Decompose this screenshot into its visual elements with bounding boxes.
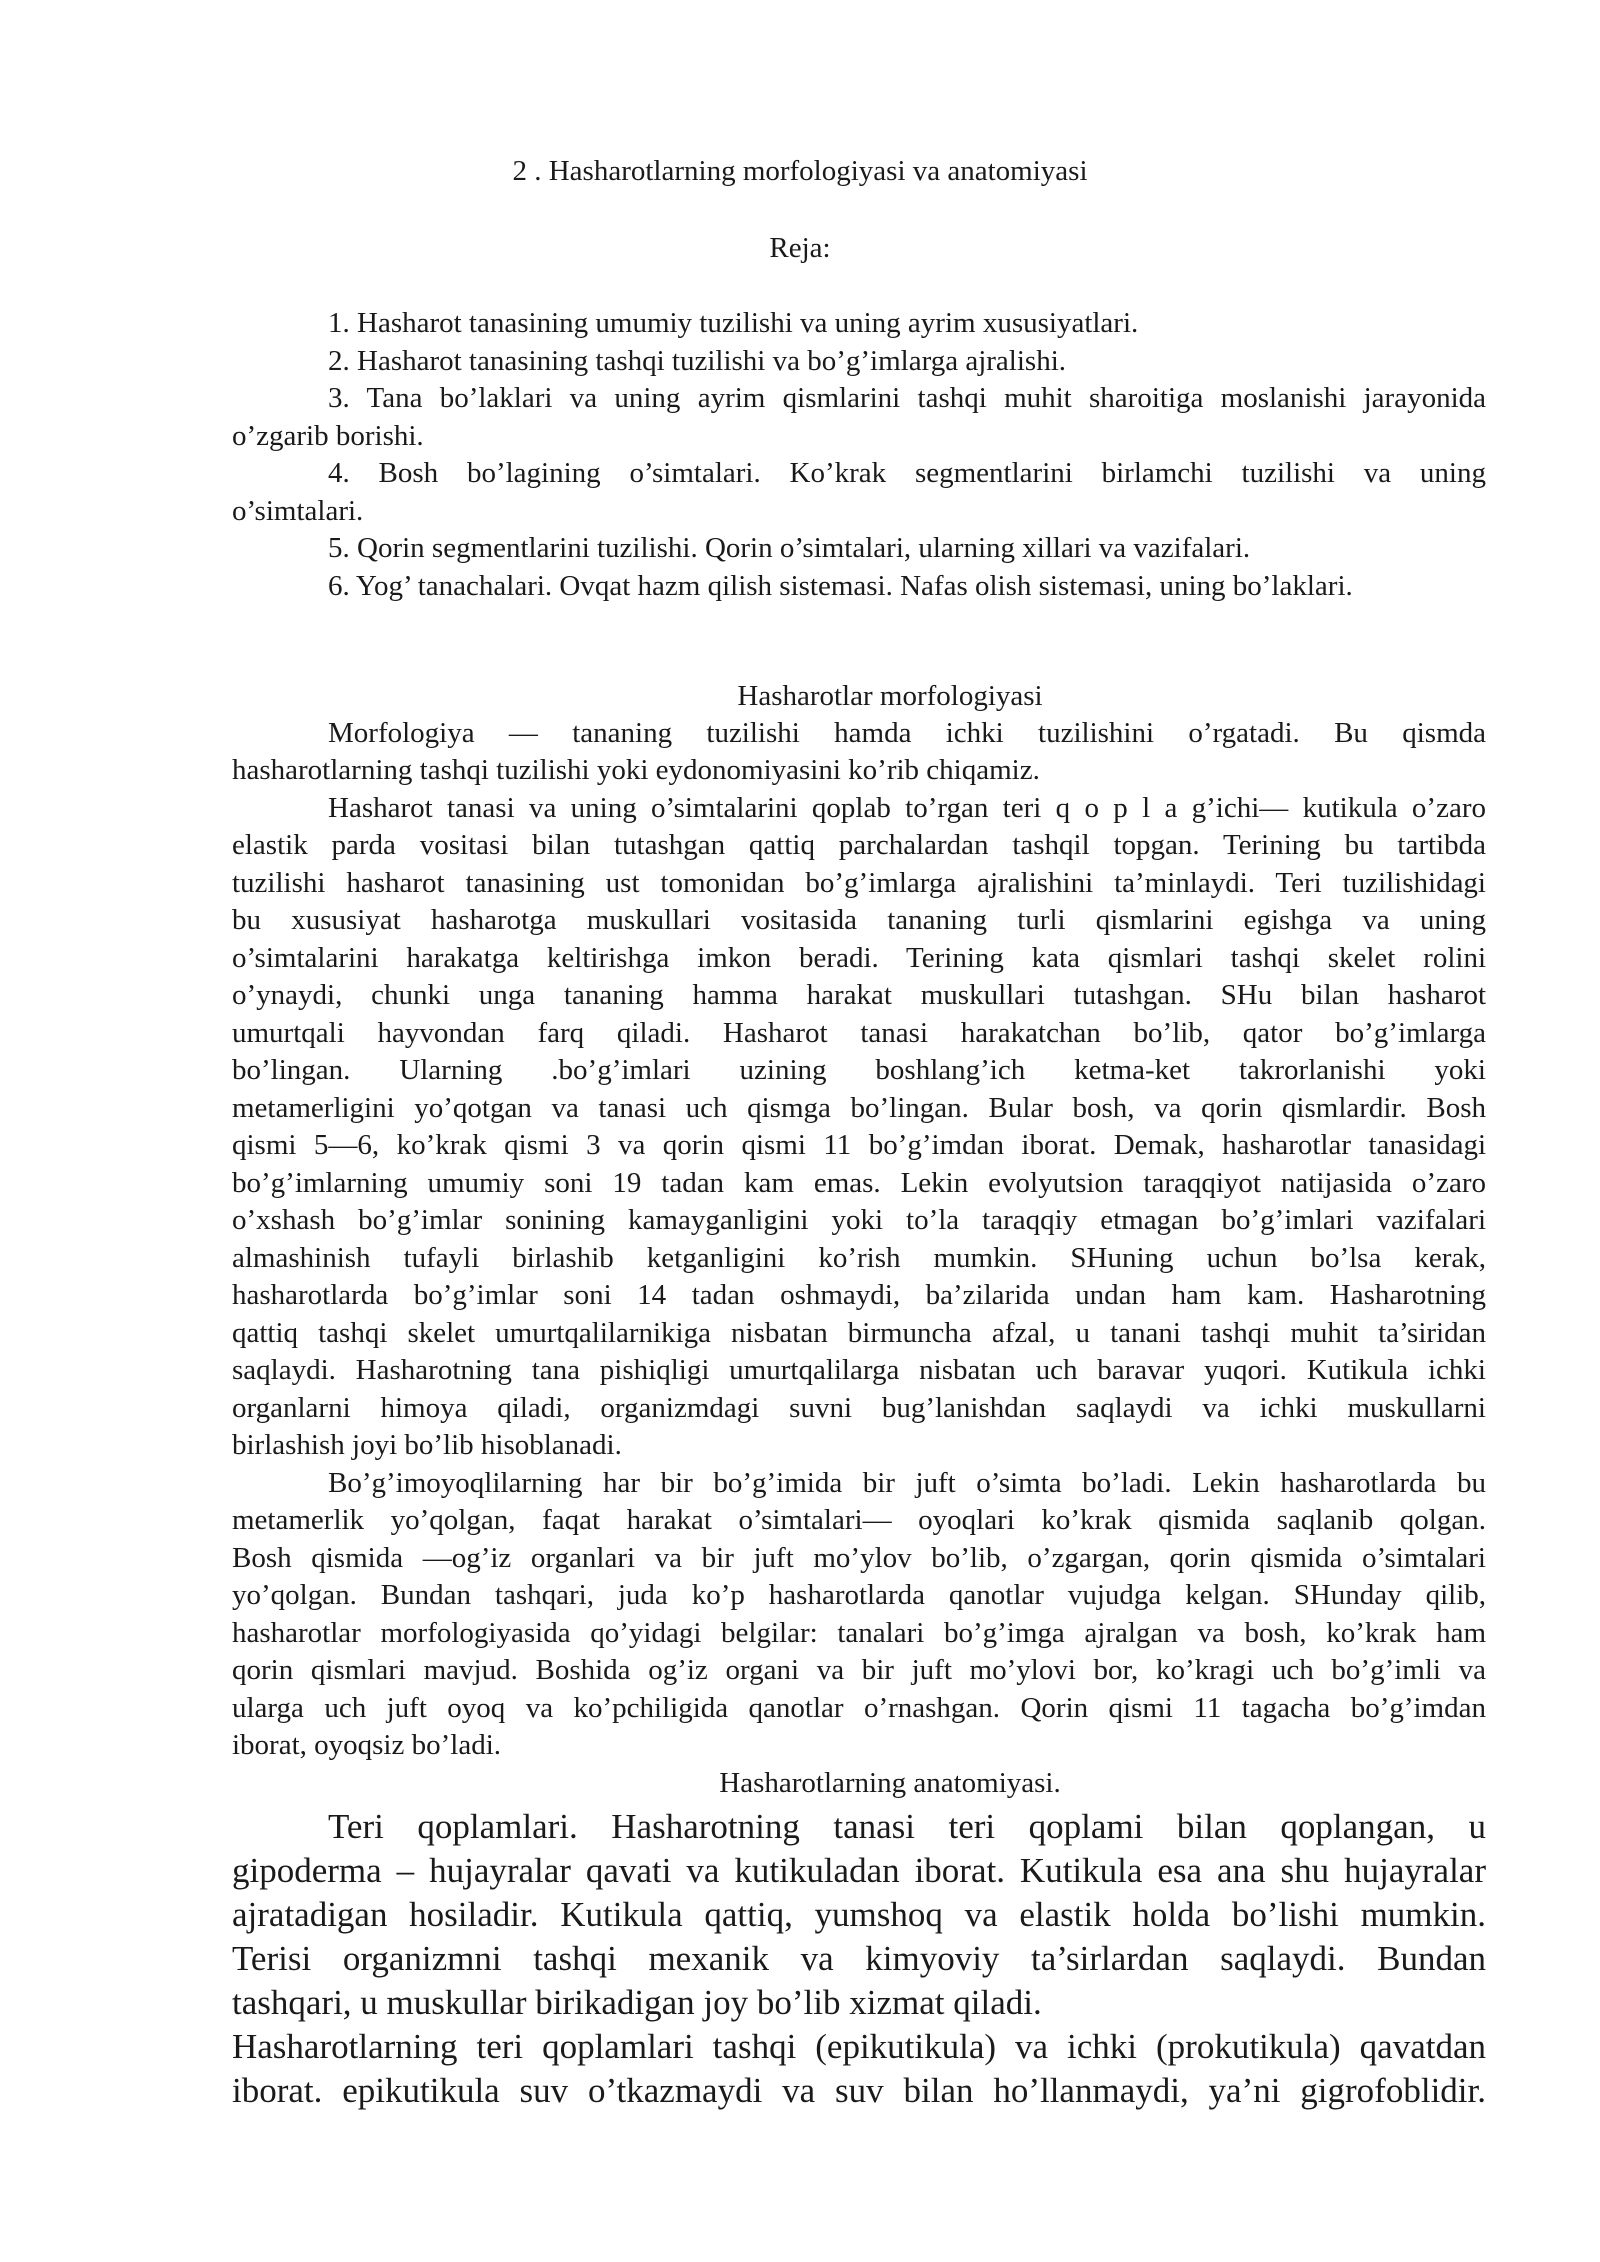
paragraph-line: bo’g’imlarning umumiy soni 19 tadan kam emas. Lekin evolyutsion taraqqiyot natijasida o’zaro bbox=[232, 1167, 1486, 1199]
document-title: 2 . Hasharotlarning morfologiyasi va anatomiyasi bbox=[512, 155, 1088, 187]
paragraph-line: iborat. epikutikula suv o’tkazmaydi va suv bilan ho’llanmaydi, ya’ni gigrofoblidir. bbox=[232, 2071, 1486, 2110]
paragraph-line: tashqari, u muskullar birikadigan joy bo’lib xizmat qiladi. bbox=[232, 1983, 1042, 2022]
paragraph-line: Bosh qismida —og’iz organlari va bir juft mo’ylov bo’lib, o’zgargan, qorin qismida o’simtalari bbox=[232, 1542, 1486, 1574]
plan-item: 5. Qorin segmentlarini tuzilishi. Qorin o’simtalari, ularning xillari va vazifalari. bbox=[328, 532, 1251, 564]
paragraph-line: qismi 5—6, ko’krak qismi 3 va qorin qismi 11 bo’g’imdan iborat. Demak, hasharotlar tanasidagi bbox=[232, 1129, 1486, 1161]
paragraph-line: metamerlik yo’qolgan, faqat harakat o’simtalari— oyoqlari ko’krak qismida saqlanib qolgan. bbox=[232, 1504, 1486, 1536]
paragraph-line: tuzilishi hasharot tanasining ust tomonidan bo’g’imlarga ajralishini ta’minlaydi. Teri tuzilishidagi bbox=[232, 867, 1486, 899]
paragraph-line: elastik parda vositasi bilan tutashgan qattiq parchalardan tashqil topgan. Terining bu tartibda bbox=[232, 829, 1486, 861]
plan-heading: Reja: bbox=[769, 232, 831, 264]
paragraph-line: Teri qoplamlari. Hasharotning tanasi teri qoplami bilan qoplangan, u bbox=[328, 1807, 1486, 1846]
plan-item-continuation: o’simtalari. bbox=[232, 495, 364, 527]
paragraph-line: Morfologiya — tananing tuzilishi hamda ichki tuzilishini o’rgatadi. Bu qismda bbox=[328, 717, 1486, 749]
paragraph-line: hasharotlar morfologiyasida qo’yidagi belgilar: tanalari bo’g’imga ajralgan va bosh, ko’krak ham bbox=[232, 1617, 1486, 1649]
paragraph-line: gipoderma – hujayralar qavati va kutikuladan iborat. Kutikula esa ana shu hujayralar bbox=[232, 1851, 1486, 1890]
plan-item: 4. Bosh bo’lagining o’simtalari. Ko’krak segmentlarini birlamchi tuzilishi va uning bbox=[328, 457, 1486, 489]
paragraph-line: birlashish joyi bo’lib hisoblanadi. bbox=[232, 1429, 622, 1461]
paragraph-line: Terisi organizmni tashqi mexanik va kimyoviy ta’sirlardan saqlaydi. Bundan bbox=[232, 1939, 1486, 1978]
paragraph-line: o’simtalarini harakatga keltirishga imkon beradi. Terining kata qismlari tashqi skelet rolini bbox=[232, 942, 1486, 974]
paragraph-line: qattiq tashqi skelet umurtqalilarnikiga nisbatan birmuncha afzal, u tanani tashqi muhit ta’siridan bbox=[232, 1317, 1486, 1349]
paragraph-line: bu xususiyat hasharotga muskullari vositasida tananing turli qismlarini egishga va uning bbox=[232, 904, 1486, 936]
paragraph-line: bo’lingan. Ularning .bo’g’imlari uzining boshlang’ich ketma-ket takrorlanishi yoki bbox=[232, 1054, 1486, 1086]
paragraph-line: o’ynaydi, chunki unga tananing hamma harakat muskullari tutashgan. SHu bilan hasharot bbox=[232, 979, 1486, 1011]
paragraph-line: umurtqali hayvondan farq qiladi. Hasharot tanasi harakatchan bo’lib, qator bo’g’imlarga bbox=[232, 1017, 1486, 1049]
anatomy-heading: Hasharotlarning anatomiyasi. bbox=[719, 1767, 1061, 1799]
paragraph-line: Bo’g’imoyoqlilarning har bir bo’g’imida bir juft o’simta bo’ladi. Lekin hasharotlarda bu bbox=[328, 1467, 1486, 1499]
paragraph-line: saqlaydi. Hasharotning tana pishiqligi umurtqalilarga nisbatan uch baravar yuqori. Kutikula ichki bbox=[232, 1354, 1486, 1386]
plan-item: 2. Hasharot tanasining tashqi tuzilishi va bo’g’imlarga ajralishi. bbox=[328, 345, 1066, 377]
paragraph-line: almashinish tufayli birlashib ketganligini ko’rish mumkin. SHuning uchun bo’lsa kerak, bbox=[232, 1242, 1486, 1274]
plan-item: 3. Tana bo’laklari va uning ayrim qismlarini tashqi muhit sharoitiga moslanishi jarayonida bbox=[328, 382, 1486, 414]
paragraph-line: yo’qolgan. Bundan tashqari, juda ko’p hasharotlarda qanotlar vujudga kelgan. SHunday qilib, bbox=[232, 1579, 1486, 1611]
paragraph-line: metamerligini yo’qotgan va tanasi uch qismga bo’lingan. Bular bosh, va qorin qismlardir. Bosh bbox=[232, 1092, 1486, 1124]
paragraph-line: o’xshash bo’g’imlar sonining kamayganligini yoki to’la taraqqiy etmagan bo’g’imlari vazifalari bbox=[232, 1204, 1486, 1236]
paragraph-line: Hasharotlarning teri qoplamlari tashqi (epikutikula) va ichki (prokutikula) qavatdan bbox=[232, 2027, 1486, 2066]
paragraph-line: hasharotlarda bo’g’imlar soni 14 tadan oshmaydi, ba’zilarida undan ham kam. Hasharotning bbox=[232, 1279, 1486, 1311]
paragraph-line: qorin qismlari mavjud. Boshida og’iz organi va bir juft mo’ylovi bor, ko’kragi uch bo’g’imli va bbox=[232, 1654, 1486, 1686]
morphology-heading: Hasharotlar morfologiyasi bbox=[737, 680, 1043, 712]
paragraph-line: ularga uch juft oyoq va ko’pchiligida qanotlar o’rnashgan. Qorin qismi 11 tagacha bo’g’imdan bbox=[232, 1692, 1486, 1724]
plan-item-continuation: o’zgarib borishi. bbox=[232, 420, 424, 452]
paragraph-line: Hasharot tanasi va uning o’simtalarini qoplab to’rgan teri q o p l a g’ichi— kutikula o’zaro bbox=[328, 792, 1486, 824]
paragraph-line: hasharotlarning tashqi tuzilishi yoki eydonomiyasini ko’rib chiqamiz. bbox=[232, 754, 1040, 786]
plan-item: 1. Hasharot tanasining umumiy tuzilishi va uning ayrim xususiyatlari. bbox=[328, 307, 1139, 339]
paragraph-line: ajratadigan hosiladir. Kutikula qattiq, yumshoq va elastik holda bo’lishi mumkin. bbox=[232, 1895, 1486, 1934]
paragraph-line: organlarni himoya qiladi, organizmdagi suvni bug’lanishdan saqlaydi va ichki muskullarni bbox=[232, 1392, 1486, 1424]
plan-item: 6. Yog’ tanachalari. Ovqat hazm qilish sistemasi. Nafas olish sistemasi, uning bo’laklari. bbox=[328, 570, 1353, 602]
paragraph-line: iborat, oyoqsiz bo’ladi. bbox=[232, 1729, 502, 1761]
